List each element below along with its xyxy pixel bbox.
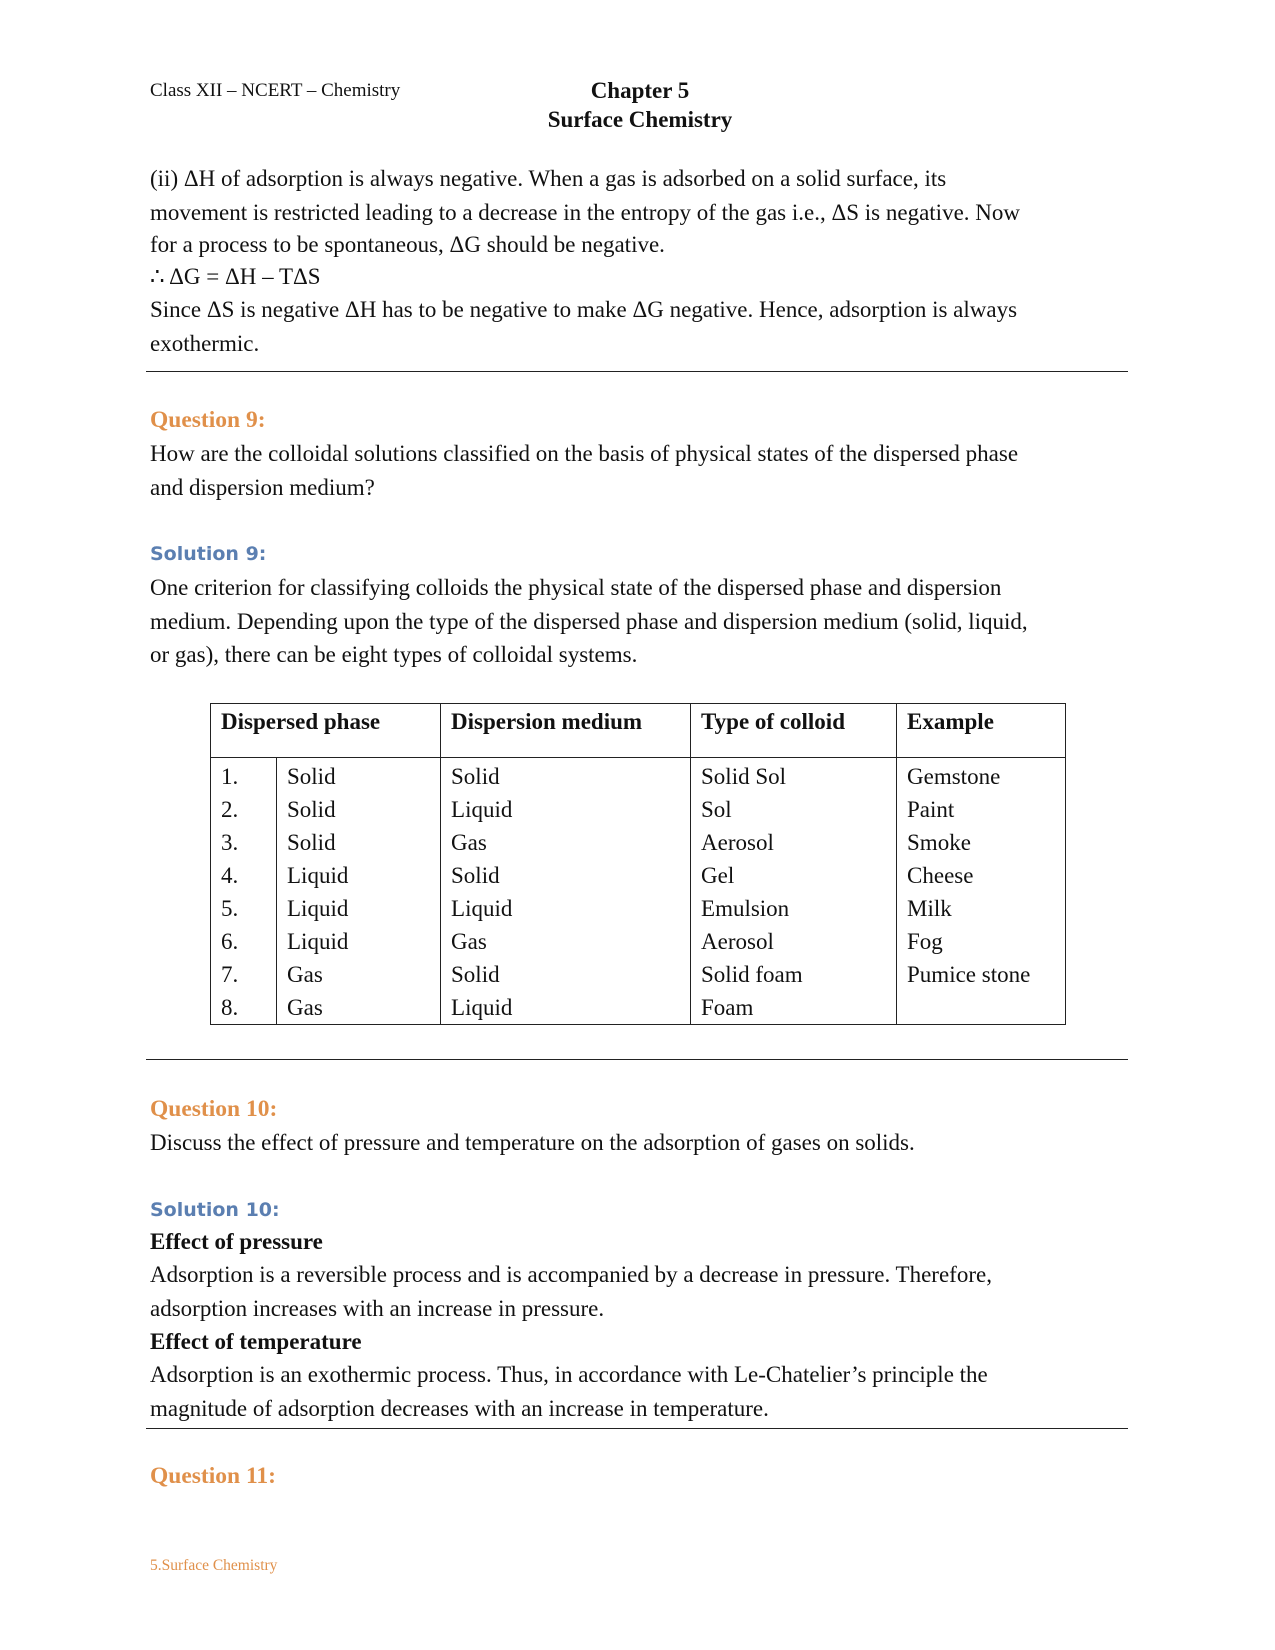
- dispersed-phase-cell: Liquid: [277, 859, 441, 892]
- colloid-classification-table: [210, 703, 1066, 1025]
- colloid-type-cell: Solid Sol: [691, 758, 897, 794]
- question-9-line: and dispersion medium?: [150, 474, 375, 500]
- table-row: [211, 991, 1066, 1025]
- solution-10-heading: Solution 10:: [150, 1199, 280, 1221]
- solution-9-line: or gas), there can be eight types of colloidal systems.: [150, 642, 638, 667]
- example-cell: Gemstone: [897, 758, 1066, 794]
- intro-line: Since ΔS is negative ΔH has to be negative to make ΔG negative. Hence, adsorption is always: [150, 297, 1018, 322]
- chapter-subject: Surface Chemistry: [547, 107, 733, 132]
- section-divider: [146, 1428, 1128, 1429]
- solution-9-line: One criterion for classifying colloids the physical state of the dispersed phase and dispersion: [150, 575, 1002, 600]
- dispersed-phase-cell: Gas: [277, 991, 441, 1025]
- colloid-type-cell: Solid foam: [691, 958, 897, 991]
- example-cell: Smoke: [897, 826, 1066, 859]
- header-example: Example: [897, 704, 1066, 758]
- section-divider: [146, 371, 1128, 372]
- intro-equation: ∴ ΔG = ΔH – TΔS: [150, 264, 321, 289]
- question-9-line: How are the colloidal solutions classified on the basis of physical states of the dispersed phase: [150, 441, 1019, 466]
- row-number: 8.: [211, 991, 277, 1025]
- question-9-heading: Question 9:: [150, 407, 266, 433]
- dispersion-medium-cell: Liquid: [441, 793, 691, 826]
- dispersion-medium-cell: Solid: [441, 859, 691, 892]
- question-10-heading: Question 10:: [150, 1096, 278, 1122]
- row-number: 5.: [211, 892, 277, 925]
- header-course-label: Class XII – NCERT – Chemistry: [150, 80, 401, 101]
- solution-9-heading: Solution 9:: [150, 543, 267, 565]
- example-cell: Paint: [897, 793, 1066, 826]
- dispersed-phase-cell: Gas: [277, 958, 441, 991]
- dispersion-medium-cell: Gas: [441, 826, 691, 859]
- colloid-type-cell: Aerosol: [691, 826, 897, 859]
- table-row: [211, 826, 1066, 859]
- intro-line: movement is restricted leading to a decrease in the entropy of the gas i.e., ΔS is negative. Now: [150, 199, 1021, 225]
- dispersed-phase-cell: Solid: [277, 758, 441, 794]
- question-10-text: Discuss the effect of pressure and temperature on the adsorption of gases on solids.: [150, 1130, 915, 1155]
- table-row: [211, 859, 1066, 892]
- header-type-of-colloid: Type of colloid: [691, 704, 897, 758]
- section-divider: [146, 1059, 1128, 1060]
- table-row: [211, 793, 1066, 826]
- dispersion-medium-cell: Gas: [441, 925, 691, 958]
- example-cell: Fog: [897, 925, 1066, 958]
- row-number: 4.: [211, 859, 277, 892]
- temperature-subheading: Effect of temperature: [150, 1329, 362, 1354]
- row-number: 2.: [211, 793, 277, 826]
- dispersion-medium-cell: Liquid: [441, 991, 691, 1025]
- colloid-type-cell: Aerosol: [691, 925, 897, 958]
- dispersed-phase-cell: Liquid: [277, 892, 441, 925]
- dispersed-phase-cell: Solid: [277, 793, 441, 826]
- colloid-type-cell: Sol: [691, 793, 897, 826]
- row-number: 1.: [211, 758, 277, 794]
- chapter-number: Chapter 5: [590, 78, 690, 103]
- intro-line: for a process to be spontaneous, ΔG should be negative.: [150, 232, 665, 257]
- question-11-heading: Question 11:: [150, 1463, 277, 1489]
- intro-line: (ii) ΔH of adsorption is always negative. When a gas is adsorbed on a solid surface, its: [150, 166, 947, 191]
- example-cell: Pumice stone: [897, 958, 1066, 991]
- page-footer: 5.Surface Chemistry: [150, 1557, 278, 1574]
- row-number: 7.: [211, 958, 277, 991]
- table-header-row: [211, 704, 1066, 758]
- pressure-line: Adsorption is a reversible process and is accompanied by a decrease in pressure. Therefore,: [150, 1262, 992, 1287]
- header-dispersion-medium: Dispersion medium: [441, 704, 691, 758]
- pressure-subheading: Effect of pressure: [150, 1229, 323, 1254]
- question-9-text: [150, 437, 1018, 504]
- dispersed-phase-cell: Liquid: [277, 925, 441, 958]
- colloid-type-cell: Foam: [691, 991, 897, 1025]
- row-number: 6.: [211, 925, 277, 958]
- temperature-line: magnitude of adsorption decreases with an increase in temperature.: [150, 1395, 769, 1421]
- example-cell: Milk: [897, 892, 1066, 925]
- row-number: 3.: [211, 826, 277, 859]
- dispersed-phase-cell: Solid: [277, 826, 441, 859]
- dispersion-medium-cell: Liquid: [441, 892, 691, 925]
- colloid-type-cell: Emulsion: [691, 892, 897, 925]
- solution-10-text: [150, 1225, 992, 1425]
- pressure-line: adsorption increases with an increase in pressure.: [150, 1295, 605, 1321]
- solution-9-text: [150, 571, 1028, 672]
- example-cell: [897, 991, 1066, 1025]
- dispersion-medium-cell: Solid: [441, 958, 691, 991]
- table-row: [211, 958, 1066, 991]
- table-row: [211, 758, 1066, 794]
- colloid-type-cell: Gel: [691, 859, 897, 892]
- intro-line: exothermic.: [150, 330, 260, 356]
- example-cell: Cheese: [897, 859, 1066, 892]
- chapter-title-block: [420, 76, 860, 134]
- dispersion-medium-cell: Solid: [441, 758, 691, 794]
- intro-paragraph: [150, 162, 1020, 360]
- table-row: [211, 892, 1066, 925]
- header-dispersed-phase: Dispersed phase: [211, 704, 441, 758]
- solution-9-line: medium. Depending upon the type of the dispersed phase and dispersion medium (solid, liquid,: [150, 608, 1028, 634]
- temperature-line: Adsorption is an exothermic process. Thus, in accordance with Le-Chatelier’s principle the: [150, 1362, 988, 1387]
- table-row: [211, 925, 1066, 958]
